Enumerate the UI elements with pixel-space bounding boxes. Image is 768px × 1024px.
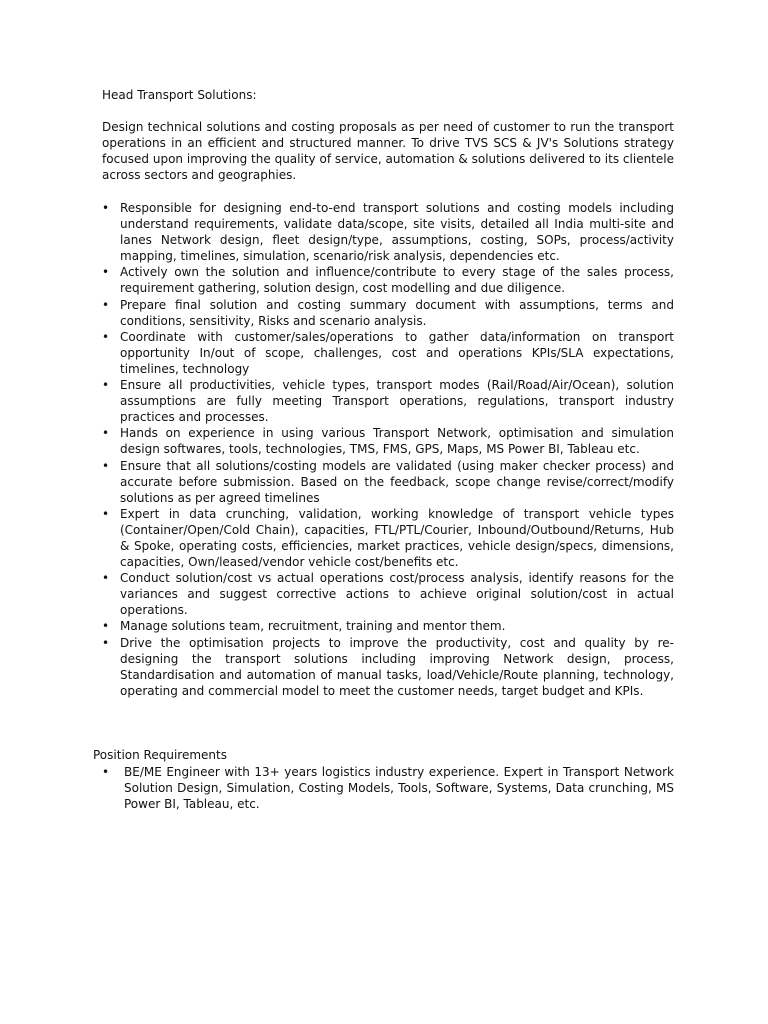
bullet-icon: • [102, 619, 110, 634]
section-heading: Head Transport Solutions: [102, 88, 257, 102]
bullet-icon: • [102, 571, 110, 586]
responsibility-item [102, 506, 674, 570]
requirement-item-text: BE/ME Engineer with 13+ years logistics industry experience. Expert in Transport Network Solution Design, Simulation, Costing Models, Tools, Software, Systems, Data crunching, MS Power BI, Tableau, etc. [124, 765, 674, 812]
responsibility-item [102, 297, 674, 329]
responsibility-item-text: Coordinate with customer/sales/operations to gather data/information on transport opportunity In/out of scope, challenges, cost and operations KPIs/SLA expectations, timelines, technology [120, 329, 674, 376]
requirement-item [102, 764, 674, 812]
responsibility-item-text: Hands on experience in using various Transport Network, optimisation and simulation design softwares, tools, technologies, TMS, FMS, GPS, Maps, MS Power BI, Tableau etc. [120, 426, 674, 457]
bullet-icon: • [102, 201, 110, 215]
bullet-icon: • [102, 265, 110, 280]
responsibility-item [102, 458, 674, 506]
responsibility-item [102, 377, 674, 425]
requirements-list [102, 764, 674, 812]
bullet-icon: • [102, 506, 110, 521]
responsibility-item-text: Ensure all productivities, vehicle types, transport modes (Rail/Road/Air/Ocean), solution assumptions are fully meeting Transport operations, regulations, transport industry practices and processes. [120, 378, 674, 425]
responsibility-item [102, 425, 674, 457]
intro-paragraph: Design technical solutions and costing proposals as per need of customer to run the transport operations in an efficient and structured manner. To drive TVS SCS & JV's Solutions strategy focused upon improving the quality of service, automation & solutions delivered to its clientele across sectors and geographies. [102, 120, 674, 183]
responsibility-item-text: Manage solutions team, recruitment, training and mentor them. [120, 619, 506, 634]
bullet-icon: • [102, 765, 110, 779]
bullet-icon: • [102, 458, 110, 473]
bullet-icon: • [102, 329, 110, 344]
bullet-icon: • [102, 378, 110, 393]
bullet-icon: • [102, 426, 110, 441]
responsibility-item [102, 329, 674, 377]
responsibility-item-text: Actively own the solution and influence/contribute to every stage of the sales process, requirement gathering, solution design, cost modelling and due diligence. [120, 265, 674, 296]
responsibility-item [102, 264, 674, 296]
responsibility-item [102, 635, 674, 699]
responsibility-item [102, 618, 674, 634]
responsibility-item [102, 570, 674, 618]
responsibilities-list [102, 200, 674, 699]
requirements-heading: Position Requirements [93, 748, 227, 762]
responsibility-item [102, 200, 674, 264]
responsibility-item-text: Ensure that all solutions/costing models are validated (using maker checker process) and accurate before submission. Based on the feedback, scope change revise/correct/modify solutions as per agreed timelines [120, 458, 674, 505]
responsibility-item-text: Drive the optimisation projects to improve the productivity, cost and quality by re-designing the transport solutions including improving Network design, process, Standardisation and automation of manual tasks, load/Vehicle/Route planning, technology, operating and commercial model to meet the customer needs, target budget and KPIs. [120, 635, 674, 698]
responsibility-item-text: Prepare final solution and costing summary document with assumptions, terms and conditions, sensitivity, Risks and scenario analysis. [120, 297, 674, 328]
responsibility-item-text: Conduct solution/cost vs actual operations cost/process analysis, identify reasons for the variances and suggest corrective actions to achieve original solution/cost in actual operations. [120, 571, 674, 618]
responsibility-item-text: Expert in data crunching, validation, working knowledge of transport vehicle types (Container/Open/Cold Chain), capacities, FTL/PTL/Courier, Inbound/Outbound/Returns, Hub & Spoke, operating costs, efficiencies, market practices, vehicle design/specs, dimensions, capacities, Own/leased/vendor vehicle cost/benefits etc. [120, 506, 674, 570]
responsibility-item-text: Responsible for designing end-to-end transport solutions and costing models including understand requirements, validate data/scope, site visits, detailed all India multi-site and lanes Network design, fleet design/type, assumptions, costing, SOPs, process/activity mapping, timelines, simulation, scenario/risk analysis, dependencies etc. [120, 201, 674, 264]
bullet-icon: • [102, 635, 110, 650]
bullet-icon: • [102, 297, 110, 312]
